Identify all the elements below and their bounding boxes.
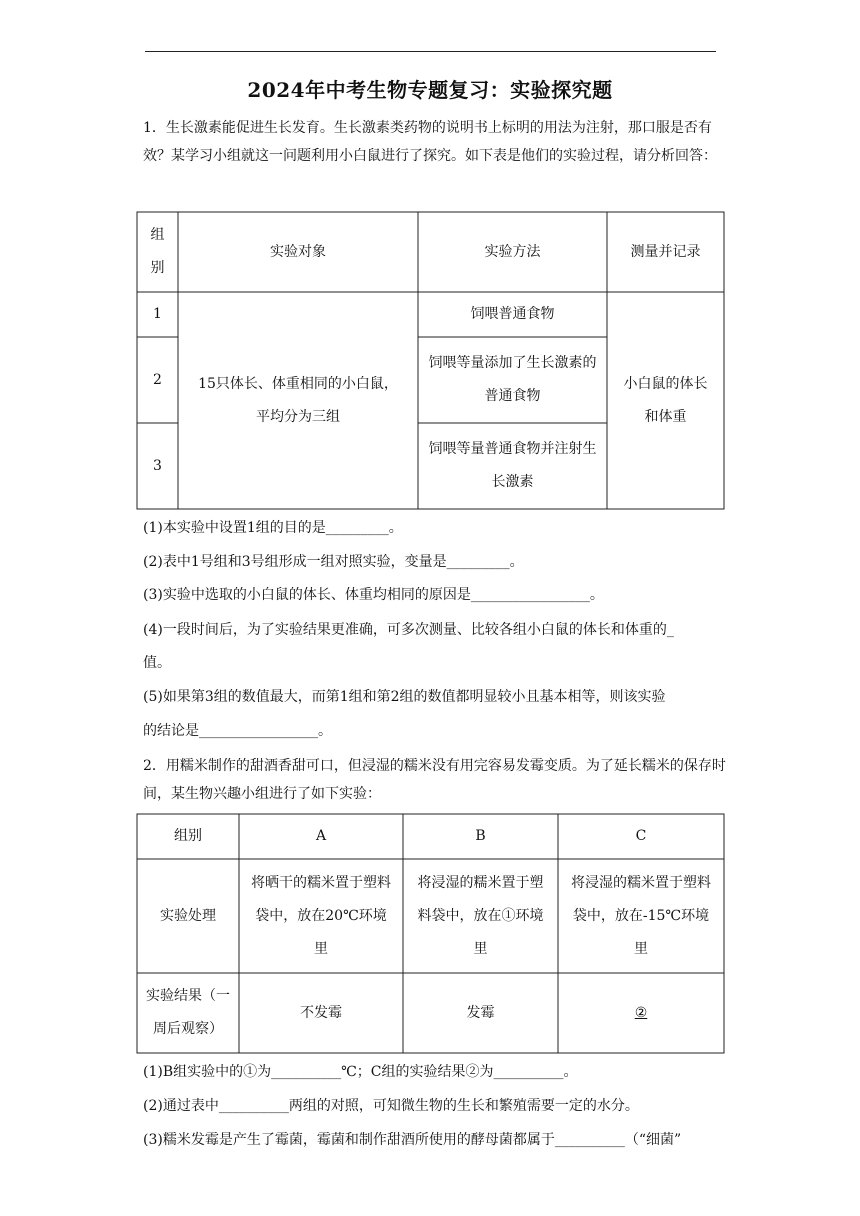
q2-question-1: (1)B组实验中的①为__________℃；C组的实验结果②为__________。 bbox=[143, 1064, 578, 1080]
q1-group-number: 1 bbox=[153, 306, 162, 322]
q1-header-method: 实验方法 bbox=[484, 243, 541, 260]
q1-group-number: 2 bbox=[153, 371, 162, 388]
q1-question-4-cont: 值。 bbox=[143, 655, 171, 671]
q2-question-2: (2)通过表中__________两组的对照，可知微生物的生长和繁殖需要一定的水分。 bbox=[143, 1098, 639, 1114]
q2-treatment-cell: 将浸湿的糯米置于塑料袋中，放在①环境里 bbox=[417, 874, 544, 957]
q2-header-b: B bbox=[475, 828, 486, 844]
q2-treatment-cell: 将浸湿的糯米置于塑料袋中，放在-15℃环境里 bbox=[571, 874, 711, 957]
q2-header-group: 组别 bbox=[174, 828, 202, 844]
q1-group-number: 3 bbox=[153, 457, 162, 474]
q1-question-5-cont: 的结论是_________________。 bbox=[143, 723, 332, 739]
q2-question-3: (3)糯米发霉是产生了霉菌，霉菌和制作甜酒所使用的酵母菌都属于__________（“细菌” bbox=[143, 1132, 682, 1148]
page-title: 2024年中考生物专题复习：实验探究题 bbox=[247, 78, 613, 102]
q1-question-2: (2)表中1号组和3号组形成一组对照实验，变量是_________。 bbox=[143, 554, 524, 570]
q2-treatment-cell: 将晒干的糯米置于塑料袋中，放在20℃环境里 bbox=[251, 874, 391, 957]
q1-header-record: 测量并记录 bbox=[630, 243, 701, 260]
q2-result-cell: ② bbox=[634, 1004, 648, 1021]
q1-question-5: (5)如果第3组的数值最大，而第1组和第2组的数值都明显较小且基本相等，则该实验 bbox=[143, 689, 666, 705]
q2-header-c: C bbox=[635, 828, 647, 844]
q2-row-label-result: 实验结果（一周后观察） bbox=[146, 988, 230, 1037]
q1-method-cell: 饲喂等量添加了生长激素的普通食物 bbox=[428, 355, 597, 404]
q1-subject-cell: 15只体长、体重相同的小白鼠，平均分为三组 bbox=[198, 375, 398, 425]
q1-question-3: (3)实验中选取的小白鼠的体长、体重均相同的原因是_________________。 bbox=[143, 587, 604, 603]
q1-method-cell: 饲喂等量普通食物并注射生长激素 bbox=[428, 441, 597, 490]
q1-method-cell: 饲喂普通食物 bbox=[470, 306, 555, 322]
q2-header-a: A bbox=[315, 828, 327, 844]
q1-intro: 1．生长激素能促进生长发育。生长激素类药物的说明书上标明的用法为注射，那口服是否有效？某学习小组就这一问题利用小白鼠进行了探究。如下表是他们的实验过程，请分析回答： bbox=[143, 120, 717, 164]
q2-result-cell: 发霉 bbox=[466, 1004, 495, 1021]
q1-question-4: (4)一段时间后，为了实验结果更准确，可多次测量、比较各组小白鼠的体长和体重的_ bbox=[143, 622, 674, 638]
q2-intro: 2．用糯米制作的甜酒香甜可口，但浸湿的糯米没有用完容易发霉变质。为了延长糯米的保存时间，某生物兴趣小组进行了如下实验： bbox=[143, 758, 726, 802]
q2-result-cell: 不发霉 bbox=[300, 1004, 342, 1021]
q1-header-subject: 实验对象 bbox=[270, 243, 326, 260]
q1-question-1: (1)本实验中设置1组的目的是_________。 bbox=[143, 520, 403, 536]
q2-row-label-treatment: 实验处理 bbox=[160, 907, 216, 924]
q1-header-group: 组别 bbox=[150, 227, 165, 276]
q1-record-cell: 小白鼠的体长和体重 bbox=[623, 375, 708, 425]
